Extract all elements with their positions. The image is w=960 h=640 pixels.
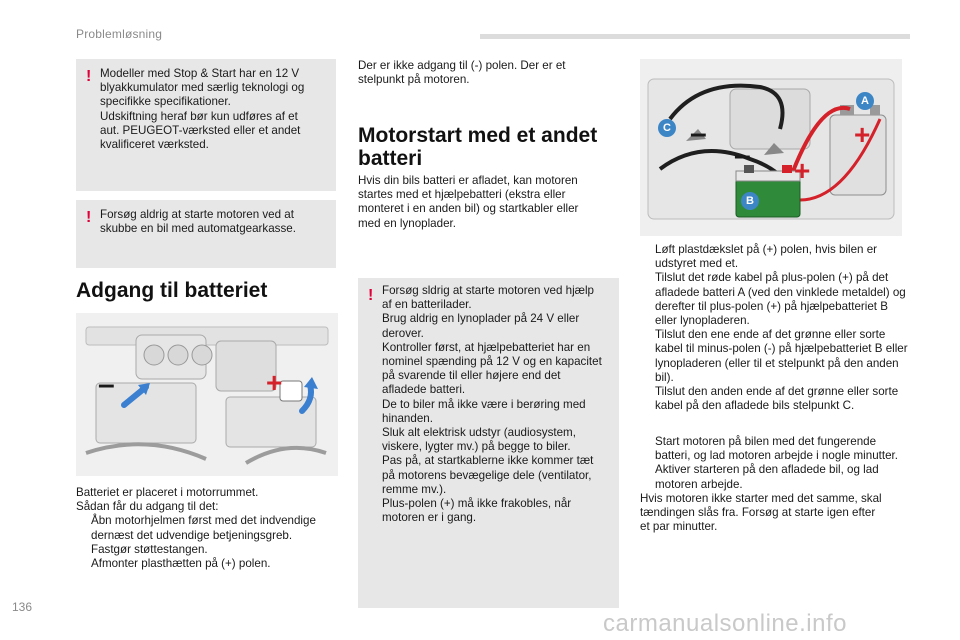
text-line: derover. [382, 326, 424, 340]
section-title: Problemløsning [76, 27, 163, 41]
text-line: Kontroller først, at hjælpebatteriet har en [382, 340, 591, 354]
list-item: Start motoren på bilen med det fungerende batteri, og lad motoren arbejde i nogle minutter. [655, 435, 898, 463]
text-line: på svarende til eller højere end det [382, 369, 561, 383]
list-item: Tilslut det røde kabel på plus-polen (+) på det afladede batteri A (ved den vinklede metaldel) og derefter til plus-polen (+) på hjælpebatteriet B eller lynopladeren. [655, 271, 906, 328]
start-steps [640, 435, 912, 492]
text-line: viskere, lygter mv.) på begge to biler. [382, 440, 571, 454]
ground-point-text [358, 59, 618, 87]
heading-line: Motorstart med et andet [358, 124, 598, 147]
battery-location-text [76, 486, 344, 571]
text-line: Der er ikke adgang til (-) polen. Der er et [358, 59, 566, 72]
header-rule [480, 34, 910, 39]
text-line: et par minutter. [640, 520, 718, 534]
warning-text [382, 284, 616, 525]
text-line: remme mv.). [382, 482, 447, 496]
list-item: Fastgør støttestangen. [91, 542, 208, 556]
jump-start-illustration [640, 59, 902, 236]
text-line: skubbe en bil med automatgearkasse. [100, 222, 296, 236]
text-line: Hvis din bils batteri er afladet, kan motoren [358, 174, 578, 187]
text-line: Pas på, at startkablerne ikke kommer tæt [382, 454, 594, 468]
plus-symbol-b: + [794, 155, 811, 186]
plus-terminal-label: + [266, 367, 283, 398]
heading-battery-access: Adgang til batteriet [76, 279, 268, 302]
text-line: De to biler må ikke være i berøring med [382, 397, 586, 411]
warning-box-stop-start [76, 59, 336, 191]
label-b-badge: B [741, 192, 759, 210]
minus-terminal-label: – [98, 368, 115, 401]
label-c-badge: C [658, 119, 676, 137]
text-line: tændingen slås fra. Forsøg at starte igen efter [640, 506, 876, 520]
plus-symbol-a: + [854, 119, 871, 150]
connection-steps [640, 243, 912, 413]
list-item: Aktiver starteren på den afladede bil, og lad motoren arbejde. [655, 463, 879, 491]
text-line: motoren er i gang. [382, 511, 477, 525]
text-line: afladede batteri. [382, 383, 466, 397]
start-steps-block [640, 435, 912, 534]
text-line: Sådan får du adgang til det: [76, 500, 219, 514]
text-line: specifikke specifikationer. [100, 95, 231, 109]
text-line: med en lynoplader. [358, 216, 456, 230]
text-line: hinanden. [382, 411, 433, 425]
text-line: Modeller med Stop & Start har en 12 V [100, 67, 300, 80]
text-line: blyakkumulator med særlig teknologi og [100, 81, 305, 95]
battery-access-steps [76, 514, 344, 571]
list-item: Åbn motorhjelmen først med det indvendige dernæst det udvendige betjeningsgreb. [91, 514, 316, 542]
text-line: Sluk alt elektrisk udstyr (audiosystem, [382, 426, 576, 440]
warning-text [100, 208, 332, 236]
list-item: Afmonter plasthætten på (+) polen. [91, 557, 271, 571]
text-line: aut. PEUGEOT-værksted eller et andet [100, 123, 301, 137]
engine-bay-drawing [76, 313, 338, 476]
list-item: Løft plastdækslet på (+) polen, hvis bilen er udstyret med et. [655, 243, 878, 271]
watermark-text: carmanualsonline.info [603, 610, 847, 637]
warning-icon: ! [368, 287, 374, 304]
jump-start-intro [358, 174, 618, 231]
text-line: Batteriet er placeret i motorrummet. [76, 486, 259, 499]
heading-line: batteri [358, 147, 423, 170]
text-line: Plus-polen (+) må ikke frakobles, når [382, 497, 572, 511]
minus-symbol-b: – [734, 139, 751, 172]
text-line: Udskiftning heraf bør kun udføres af et [100, 109, 298, 123]
heading-jump-start [358, 124, 597, 170]
text-line: på motorens bevægelige dele (ventilator, [382, 468, 592, 482]
engine-bay-illustration [76, 313, 338, 476]
text-line: monteret i en anden bil) og startkabler eller [358, 202, 579, 216]
warning-icon: ! [86, 209, 92, 226]
text-line: nominel spænding på 12 V og en kapacitet [382, 355, 602, 369]
warning-icon: ! [86, 68, 92, 85]
list-item: Tilslut den anden ende af det grønne eller sorte kabel på den afladede bils stelpunkt C. [655, 385, 899, 413]
text-line: startes med et hjælpebatteri (ekstra eller [358, 188, 566, 202]
label-a-badge: A [856, 92, 874, 110]
text-line: af en batterilader. [382, 298, 472, 312]
text-line: Brug aldrig en lynoplader på 24 V eller [382, 312, 580, 326]
warning-box-jump-start [358, 278, 619, 608]
page-number: 136 [12, 600, 33, 614]
text-line: stelpunkt på motoren. [358, 73, 470, 87]
warning-box-push-start [76, 200, 336, 268]
minus-symbol-c: – [690, 117, 707, 150]
text-line: kvalificeret værksted. [100, 138, 209, 152]
warning-text [100, 67, 332, 152]
connection-steps-block [640, 243, 912, 413]
text-line: Hvis motoren ikke starter med det samme, skal [640, 491, 882, 505]
list-item: Tilslut den ene ende af det grønne eller sorte kabel til minus-polen (-) på hjælpebatteriet B eller lynopladeren (eller til et stelpunkt på den anden bil). [655, 328, 908, 384]
text-line: Forsøg sldrig at starte motoren ved hjælp [382, 284, 594, 297]
text-line: Forsøg aldrig at starte motoren ved at [100, 208, 294, 221]
